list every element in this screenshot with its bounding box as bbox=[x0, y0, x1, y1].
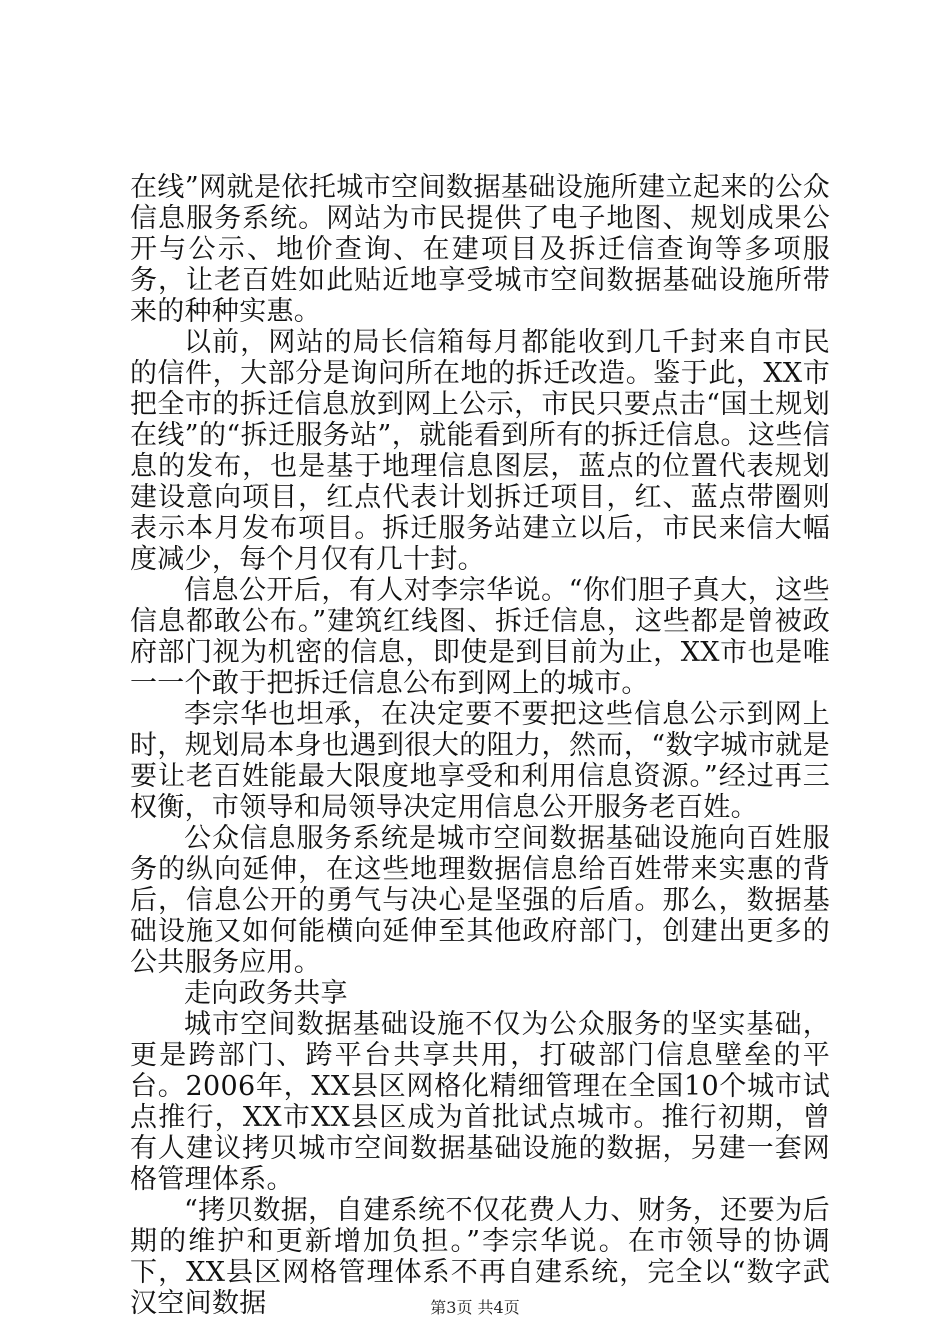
page-number: 第3页 共4页 bbox=[430, 1298, 520, 1317]
paragraph: 李宗华也坦承，在决定要不要把这些信息公示到网上时，规划局本身也遇到很大的阻力，然而，“数字城市就是要让老百姓能最大限度地享受和利用信息资源。”经过再三权衡，市领导和局领导决定用信息公开服务老百姓。 bbox=[130, 699, 830, 823]
paragraph: 公众信息服务系统是城市空间数据基础设施向百姓服务的纵向延伸，在这些地理数据信息给百姓带来实惠的背后，信息公开的勇气与决心是坚强的后盾。那么，数据基础设施又如何能横向延伸至其他政府部门，创建出更多的公共服务应用。 bbox=[130, 823, 830, 978]
paragraph: 城市空间数据基础设施不仅为公众服务的坚实基础，更是跨部门、跨平台共享共用，打破部门信息壁垒的平台。2006年，XX县区网格化精细管理在全国10个城市试点推行，XX市XX县区成为首批试点城市。推行初期，曾有人建议拷贝城市空间数据基础设施的数据，另建一套网格管理体系。 bbox=[130, 1009, 830, 1195]
paragraph-continuation: 在线”网就是依托城市空间数据基础设施所建立起来的公众信息服务系统。网站为市民提供了电子地图、规划成果公开与公示、地价查询、在建项目及拆迁信查询等多项服务，让老百姓如此贴近地享受城市空间数据基础设施所带来的种种实惠。 bbox=[130, 172, 830, 327]
paragraph: “拷贝数据，自建系统不仅花费人力、财务，还要为后期的维护和更新增加负担。”李宗华说。在市领导的协调下，XX县区网格管理体系不再自建系统，完全以“数字武汉空间数据 bbox=[130, 1195, 830, 1319]
section-heading: 走向政务共享 bbox=[184, 978, 348, 1009]
paragraph: 以前，网站的局长信箱每月都能收到几千封来自市民的信件，大部分是询问所在地的拆迁改造。鉴于此，XX市把全市的拆迁信息放到网上公示，市民只要点击“国土规划在线”的“拆迁服务站”，就能看到所有的拆迁信息。这些信息的发布，也是基于地理信息图层，蓝点的位置代表规划建设意向项目，红点代表计划拆迁项目，红、蓝点带圈则表示本月发布项目。拆迁服务站建立以后，市民来信大幅度减少，每个月仅有几十封。 bbox=[130, 327, 830, 575]
document-body bbox=[130, 172, 830, 1319]
paragraph: 信息公开后，有人对李宗华说。“你们胆子真大，这些信息都敢公布。”建筑红线图、拆迁信息，这些都是曾被政府部门视为机密的信息，即使是到目前为止，XX市也是唯一一个敢于把拆迁信息公布到网上的城市。 bbox=[130, 575, 830, 699]
